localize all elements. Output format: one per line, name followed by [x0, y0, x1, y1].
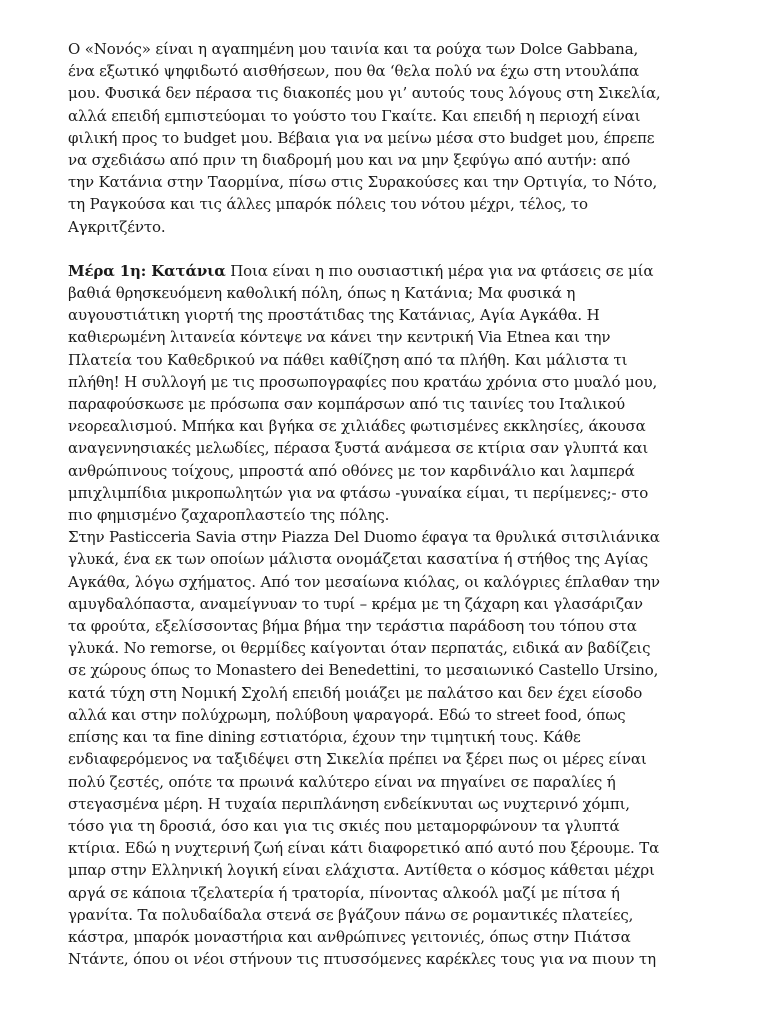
pasticceria-line: στεγασμένα μέρη. Η τυχαία περιπλάνηση ενδείκνυται ως νυχτερινό χόμπι, [68, 794, 630, 813]
intro-line: μου. Φυσικά δεν πέρασα τις διακοπές μου γι’ αυτούς τους λόγους στη Σικελία, [68, 84, 661, 103]
intro-line: Ο «Νονός» είναι η αγαπημένη μου ταινία και τα ρούχα των Dolce Gabbana, [68, 40, 639, 58]
day1-line: πλήθη! Η συλλογή με τις προσωπογραφίες που κρατάω χρόνια στο μυαλό μου, [68, 372, 658, 391]
pasticceria-line: κτίρια. Εδώ η νυχτερινή ζωή είναι κάτι διαφορετικό από αυτό που ξέρουμε. Τα [68, 839, 660, 858]
pasticceria-line: Στην Pasticceria Savia στην Piazza Del Duomo έφαγα τα θρυλικά σιτσιλιάνικα [68, 528, 660, 547]
day1-first-line-text: Ποια είναι η πιο ουσιαστική μέρα για να φτάσεις σε μία [225, 261, 654, 280]
pasticceria-line: αμυγδαλόπαστα, αναμείγνυαν το τυρί – κρέμα με τη ζάχαρη και γλασάριζαν [68, 594, 643, 613]
day1-line: παραφούσκωσε με πρόσωπα σαν κομπάρσων από τις ταινίες του Ιταλικού [68, 395, 625, 414]
pasticceria-paragraph [68, 526, 704, 970]
pasticceria-line: κατά τύχη στη Νομική Σχολή επειδή μοιάζει με παλάτσο και δεν έχει είσοδο [68, 683, 643, 702]
day1-line: βαθιά θρησκευόμενη καθολική πόλη, όπως η Κατάνια; Μα φυσικά η [68, 284, 576, 303]
day1-line: νεορεαλισμού. Μπήκα και βγήκα σε χιλιάδες φωτισμένες εκκλησίες, άκουσα [68, 417, 646, 436]
intro-line: φιλική προς το budget μου. Βέβαια για να μείνω μέσα στο budget μου, έπρεπε [68, 128, 655, 147]
pasticceria-line: επίσης και τα fine dining εστιατόρια, έχουν την τιμητική τους. Κάθε [68, 728, 581, 747]
pasticceria-line: γλυκά, ένα εκ των οποίων μάλιστα ονομάζεται κασατίνα ή στήθος της Αγίας [68, 550, 648, 569]
day1-heading: Μέρα 1η: Κατάνια [68, 261, 226, 280]
day1-line: αναγεννησιακές μελωδίες, πέρασα ξυστά ανάμεσα σε κτίρια σαν γλυπτά και [68, 439, 649, 458]
intro-paragraph [68, 38, 704, 238]
pasticceria-line: μπαρ στην Ελληνική λογική είναι ελάχιστα. Αντίθετα ο κόσμος κάθεται μέχρι [68, 861, 655, 880]
day1-line: πιο φημισμένο ζαχαροπλαστείο της πόλης. [68, 506, 390, 525]
intro-line: την Κατάνια στην Ταορμίνα, πίσω στις Συρακούσες και την Ορτιγία, το Νότο, [68, 173, 658, 192]
day1-line: αυγουστιάτικη γιορτή της προστάτιδας της Κατάνιας, Αγία Αγκάθα. Η [68, 306, 600, 325]
pasticceria-line: πολύ ζεστές, οπότε τα πρωινά καλύτερο είναι να πηγαίνει σε παραλίες ή [68, 772, 616, 791]
intro-line: τη Ραγκούσα και τις άλλες μπαρόκ πόλεις του νότου μέχρι, τέλος, το [68, 195, 588, 214]
pasticceria-line: Αγκάθα, λόγω σχήματος. Από τον μεσαίωνα κιόλας, οι καλόγριες έπλαθαν την [68, 572, 660, 591]
pasticceria-line: αλλά και στην πολύχρωμη, πολύβουη ψαραγορά. Εδώ το street food, όπως [68, 705, 626, 724]
intro-line: αλλά επειδή εμπιστεύομαι το γούστο του Γκαίτε. Και επειδή η περιοχή είναι [68, 106, 641, 125]
day1-line: Πλατεία του Καθεδρικού να πάθει καθίζηση από τα πλήθη. Και μάλιστα τι [68, 350, 628, 369]
pasticceria-line: γρανίτα. Τα πολυδαίδαλα στενά σε βγάζουν πάνω σε ρομαντικές πλατείες, [68, 905, 634, 924]
day1-line: ανθρώπινους τοίχους, μπροστά από οθόνες με τον καρδινάλιο και λαμπερά [68, 461, 635, 480]
document-page [68, 38, 704, 970]
intro-line: ένα εξωτικό ψηφιδωτό αισθήσεων, που θα ‘θελα πολύ να έχω στη ντουλάπα [68, 62, 640, 81]
day1-body [68, 282, 704, 526]
day1-paragraph [68, 260, 704, 526]
day1-first-line [68, 260, 704, 282]
pasticceria-line: τα φρούτα, εξελίσσοντας βήμα βήμα την τεράστια παράδοση του τόπου στα [68, 617, 637, 636]
pasticceria-line: σε χώρους όπως το Monastero dei Benedettini, το μεσαιωνικό Castello Ursino, [68, 661, 659, 680]
pasticceria-line: κάστρα, μπαρόκ μοναστήρια και ανθρώπινες γειτονιές, όπως στην Πιάτσα [68, 927, 631, 946]
intro-line: να σχεδιάσω από πριν τη διαδρομή μου και να μην ξεφύγω από αυτήν: από [68, 151, 631, 170]
day1-line: καθιερωμένη λιτανεία κόντεψε να κάνει την κεντρική Via Etnea και την [68, 328, 611, 347]
day1-line: μπιχλιμπίδια μικροπωλητών για να φτάσω -γυναίκα είμαι, τι περίμενες;- στο [68, 483, 649, 502]
intro-line: Αγκριτζέντο. [68, 217, 166, 236]
paragraph-gap [68, 238, 704, 260]
pasticceria-line: τόσο για τη δροσιά, όσο και για τις σκιές που μεταμορφώνουν τα γλυπτά [68, 816, 620, 835]
pasticceria-line: γλυκά. No remorse, οι θερμίδες καίγονται όταν περπατάς, ειδικά αν βαδίζεις [68, 639, 651, 658]
pasticceria-line: Ντάντε, όπου οι νέοι στήνουν τις πτυσσόμενες καρέκλες τους για να πιουν τη [68, 950, 656, 969]
pasticceria-line: ενδιαφερόμενος να ταξιδέψει στη Σικελία πρέπει να ξέρει πως οι μέρες είναι [68, 750, 647, 769]
pasticceria-line: αργά σε κάποια τζελατερία ή τρατορία, πίνοντας αλκοόλ μαζί με πίτσα ή [68, 883, 620, 902]
